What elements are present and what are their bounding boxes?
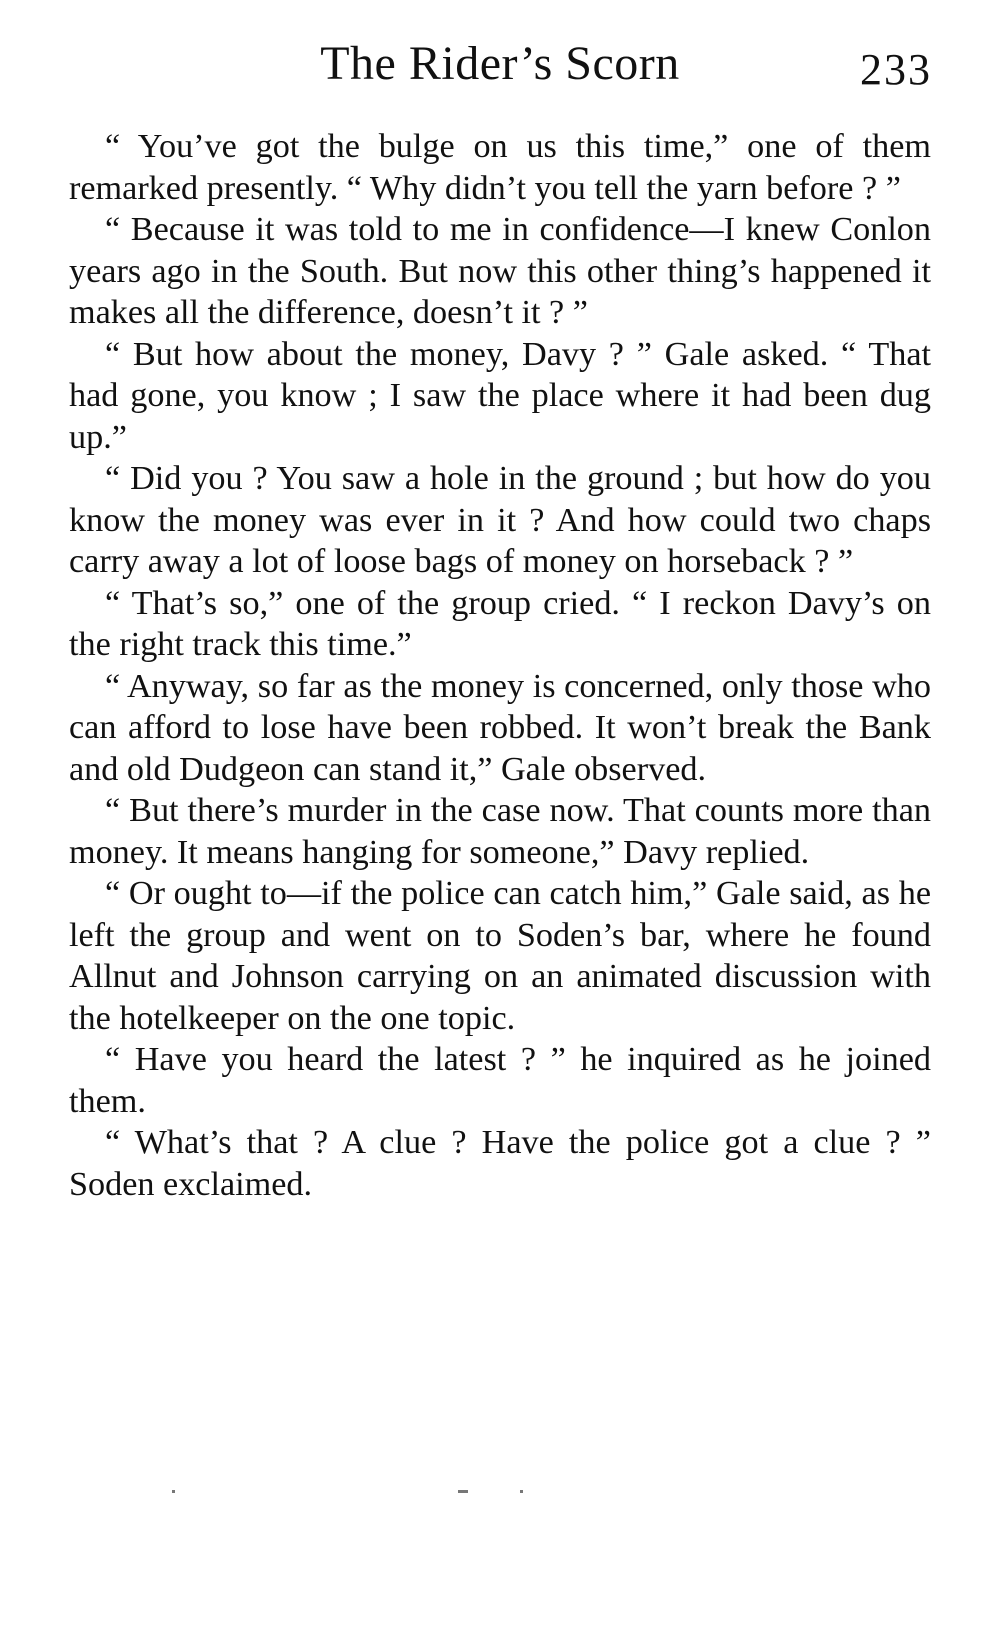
body-text xyxy=(69,126,931,1205)
speck xyxy=(172,1490,175,1493)
paragraph: “ What’s that ? A clue ? Have the police got a clue ? ” Soden exclaimed. xyxy=(69,1124,931,1203)
paragraph: “ That’s so,” one of the group cried. “ I reckon Davy’s on the right track this time.” xyxy=(69,584,931,663)
speck xyxy=(458,1490,468,1493)
paragraph: “ Or ought to—if the police can catch him,” Gale said, as he left the group and went on to Soden’s bar, where he found Allnut and Johnson carrying on an animated discussion with the hotelkeeper on the one topic. xyxy=(69,875,931,1037)
paragraph: “ Because it was told to me in confidence—I knew Conlon years ago in the South. But now this other thing’s happened it makes all the difference, doesn’t it ? ” xyxy=(69,211,931,331)
page-number: 233 xyxy=(860,45,932,94)
paragraph: “ But how about the money, Davy ? ” Gale asked. “ That had gone, you know ; I saw the place where it had been dug up.” xyxy=(69,335,931,456)
print-specks xyxy=(150,1490,570,1498)
paragraph: “ Have you heard the latest ? ” he inquired as he joined them. xyxy=(69,1041,931,1120)
paragraph: “ But there’s murder in the case now. That counts more than money. It means hanging for someone,” Davy replied. xyxy=(69,792,931,871)
paragraph: “ Did you ? You saw a hole in the ground ; but how do you know the money was ever in it ? And how could two chaps carry away a lot of loose bags of money on horseback ? ” xyxy=(69,460,931,580)
page-header xyxy=(60,38,940,108)
speck xyxy=(520,1490,523,1493)
running-title: The Rider’s Scorn xyxy=(320,37,680,90)
paragraph: “ You’ve got the bulge on us this time,” one of them remarked presently. “ Why didn’t you tell the yarn before ? ” xyxy=(69,128,931,207)
paragraph: “ Anyway, so far as the money is concerned, only those who can afford to lose have been robbed. It won’t break the Bank and old Dudgeon can stand it,” Gale observed. xyxy=(69,667,931,788)
